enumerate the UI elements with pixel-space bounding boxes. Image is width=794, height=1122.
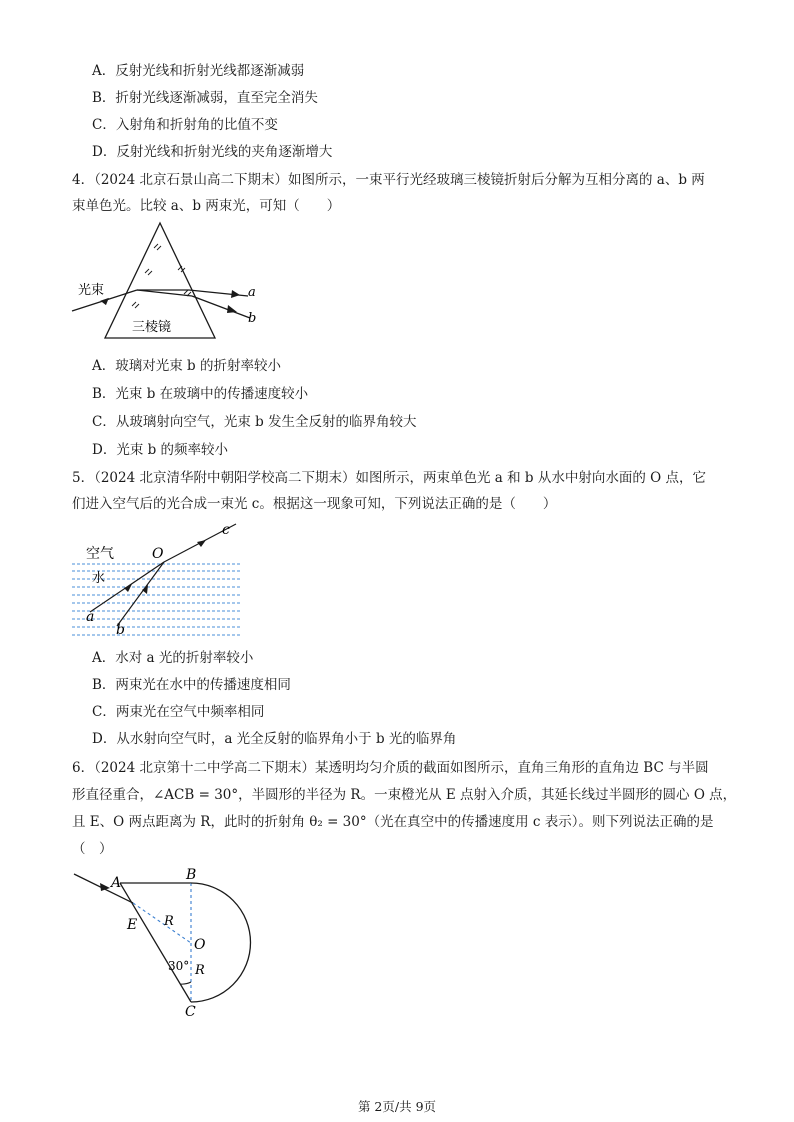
q4-stem-line2: 束单色光。比较 a、b 两束光，可知（ ）: [72, 198, 341, 214]
prism-hatches: [132, 244, 191, 308]
q4-option-d: D．光束 b 的频率较小: [92, 442, 229, 458]
q6-stem-line3: 且 E、O 两点距离为 R，此时的折射角 θ₂ = 30°（光在真空中的传播速度用 c 表示）。则下列说法正确的是: [72, 814, 714, 830]
label-c: C: [185, 1004, 196, 1020]
q3-option-a: A．反射光线和折射光线都逐渐减弱: [92, 63, 305, 79]
ray-c-label: c: [222, 522, 230, 538]
page-footer: 第 2页/共 9页: [357, 1099, 437, 1114]
q6-stem-line2: 形直径重合，∠ACB = 30°，半圆形的半径为 R。一束橙光从 E 点射入介质，其延长线过半圆形的圆心 O 点，: [72, 787, 737, 803]
q5-stem-line2: 们进入空气后的光合成一束光 c。根据这一现象可知，下列说法正确的是（ ）: [72, 496, 557, 512]
label-b: B: [186, 867, 197, 883]
label-a: A: [111, 875, 122, 891]
q3-option-d: D．反射光线和折射光线的夹角逐渐增大: [92, 144, 333, 160]
ray-b-label: b: [116, 622, 125, 638]
label-r-eo: R: [164, 914, 174, 929]
label-e: E: [127, 917, 138, 933]
air-label: 空气: [86, 546, 114, 562]
prism-label: 三棱镜: [132, 320, 172, 335]
q5-option-b: B．两束光在水中的传播速度相同: [92, 677, 291, 693]
ray-a-label: a: [86, 609, 95, 625]
q5-option-d: D．从水射向空气时，a 光全反射的临界角小于 b 光的临界角: [92, 731, 457, 747]
q3-option-b: B．折射光线逐渐减弱，直至完全消失: [92, 90, 318, 106]
label-o: O: [194, 937, 206, 953]
label-r-oc: R: [195, 963, 205, 978]
q4-option-c: C．从玻璃射向空气，光束 b 发生全反射的临界角较大: [92, 414, 417, 430]
prism-figure: [70, 218, 270, 348]
q6-stem-line4: （ ）: [72, 841, 113, 857]
angle-arc: [180, 982, 191, 984]
ray-a-arrow: [124, 584, 132, 592]
q6-stem-line1: 6．（2024 北京第十二中学高二下期末）某透明均匀介质的截面如图所示，直角三角形的直角边 BC 与半圆: [72, 760, 709, 776]
segment-eo: [133, 903, 191, 943]
q4-stem-line1: 4．（2024 北京石景山高二下期末）如图所示，一束平行光经玻璃三棱镜折射后分解为互相分离的 a、b 两: [72, 172, 705, 188]
q3-option-c: C．入射角和折射角的比值不变: [92, 117, 278, 133]
q5-stem-line1: 5．（2024 北京清华附中朝阳学校高二下期末）如图所示，两束单色光 a 和 b 从水中射向水面的 O 点，它: [72, 470, 706, 486]
label-angle: 30°: [168, 959, 190, 973]
q4-option-a: A．玻璃对光束 b 的折射率较小: [92, 358, 281, 374]
ray-a-label: a: [248, 285, 256, 300]
water-label: 水: [92, 571, 106, 586]
ray-c-arrow: [197, 540, 206, 547]
q5-option-a: A．水对 a 光的折射率较小: [92, 650, 254, 666]
q4-option-b: B．光束 b 在玻璃中的传播速度较小: [92, 386, 309, 402]
ray-b-label: b: [248, 311, 257, 326]
ray-b-arrow: [227, 305, 237, 313]
semicircle-figure: [70, 866, 290, 1021]
point-o-label: O: [152, 546, 164, 562]
water-figure: [72, 518, 252, 638]
ray-b-arrow: [142, 585, 148, 594]
ray-a-arrow: [231, 290, 240, 298]
ray-b-line: [117, 562, 164, 626]
q5-option-c: C．两束光在空气中频率相同: [92, 704, 265, 720]
beam-label: 光束: [78, 283, 105, 298]
